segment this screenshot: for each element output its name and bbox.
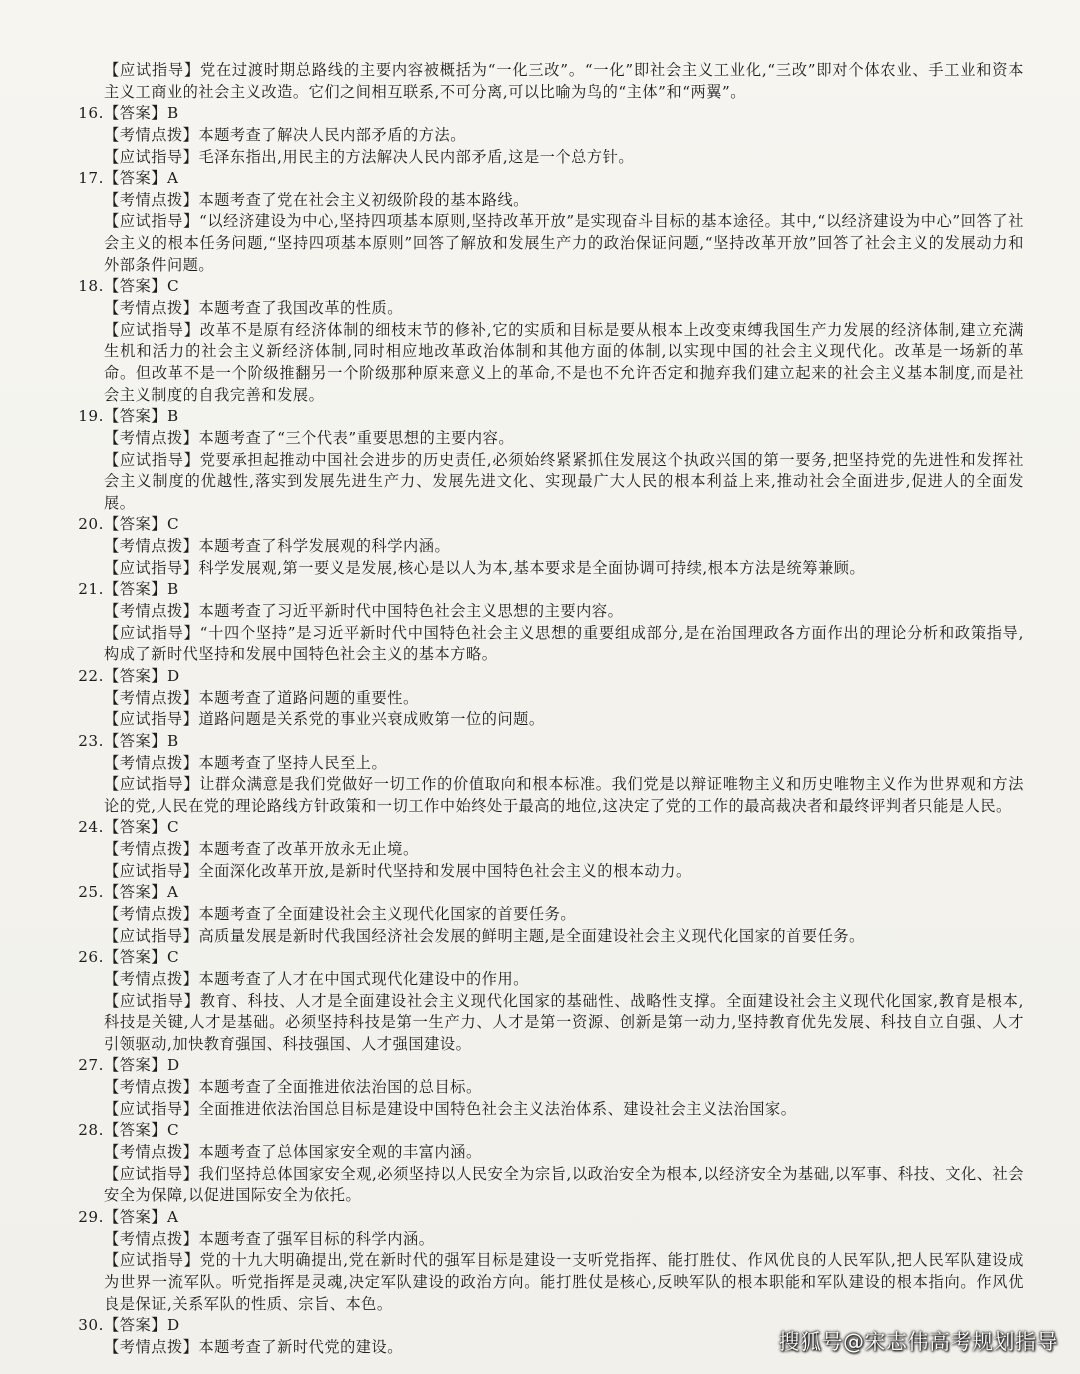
answer-item [78,947,1024,1055]
answer-line [78,947,1024,969]
question-number: 26. [78,948,104,967]
guide-tag: 【应试指导】 [104,147,199,166]
question-number: 16. [78,104,104,123]
exam-point-line [104,904,1024,926]
intro-guide [104,60,1024,103]
answer-line [78,103,1024,125]
answer-text: 【答案】D [104,1316,180,1335]
guide-line [104,1099,1024,1121]
question-number: 30. [78,1316,104,1335]
question-number: 28. [78,1121,104,1140]
answer-item [78,1207,1024,1315]
guide-text: “十四个坚持”是习近平新时代中国特色社会主义思想的重要组成部分,是在治国理政各方面作出的理论分析和政策指导,构成了新时代坚持和发展中国特色社会主义的基本方略。 [104,623,1024,664]
exam-point-text: 本题考查了改革开放永无止境。 [198,840,419,859]
answer-line [78,1055,1024,1077]
answer-text: 【答案】B [104,731,179,750]
answer-explanations [78,60,1024,1358]
exam-point-line [104,969,1024,991]
guide-line [104,211,1024,276]
answer-text: 【答案】C [104,277,180,296]
question-number: 20. [78,515,104,534]
answer-line [78,731,1024,753]
guide-line [104,926,1024,948]
answer-text: 【答案】B [104,407,179,426]
question-number: 19. [78,407,104,426]
exam-point-tag: 【考情点拨】 [104,1143,199,1162]
guide-text: 高质量发展是新时代我国经济社会发展的鲜明主题,是全面建设社会主义现代化国家的首要任务。 [198,926,865,945]
question-number: 22. [78,666,104,685]
exam-point-tag: 【考情点拨】 [104,688,199,707]
question-number: 21. [78,580,104,599]
answer-line [78,817,1024,839]
answer-item [78,882,1024,947]
question-number: 27. [78,1056,104,1075]
guide-line [104,558,1024,580]
guide-text: 党的十九大明确提出,党在新时代的强军目标是建设一支听党指挥、能打胜仗、作风优良的人民军队,把人民军队建设成为世界一流军队。听党指挥是灵魂,决定军队建设的政治方向。能打胜仗是核心,反映军队的根本职能和军队建设的根本指向。作风优良是保证,关系军队的性质、宗旨、本色。 [104,1251,1024,1313]
exam-point-line [104,1142,1024,1164]
exam-point-text: 本题考查了人才在中国式现代化建设中的作用。 [198,969,529,988]
answer-text: 【答案】D [104,666,180,685]
answer-text: 【答案】A [104,1207,179,1226]
guide-tag: 【应试指导】 [104,991,200,1010]
answer-text: 【答案】C [104,948,180,967]
answer-line [78,168,1024,190]
guide-text: 道路问题是关系党的事业兴衰成败第一位的问题。 [198,710,545,729]
exam-point-line [104,190,1024,212]
answer-line [78,882,1024,904]
question-number: 29. [78,1207,104,1226]
guide-text: 全面推进依法治国总目标是建设中国特色社会主义法治体系、建设社会主义法治国家。 [198,1099,797,1118]
exam-point-tag: 【考情点拨】 [104,537,199,556]
guide-line [104,320,1024,407]
question-number: 25. [78,883,104,902]
exam-point-line [104,1077,1024,1099]
exam-point-line [104,125,1024,147]
exam-point-text: 本题考查了科学发展观的科学内涵。 [198,537,451,556]
exam-point-line [104,753,1024,775]
question-number: 23. [78,731,104,750]
guide-tag: 【应试指导】 [104,1164,199,1183]
exam-point-text: 本题考查了党在社会主义初级阶段的基本路线。 [198,190,529,209]
guide-line [104,623,1024,666]
answer-text: 【答案】A [104,883,179,902]
answer-line [78,1120,1024,1142]
answer-line [78,514,1024,536]
exam-point-line [104,298,1024,320]
guide-line [104,774,1024,817]
exam-point-tag: 【考情点拨】 [104,299,199,318]
answer-item [78,1120,1024,1207]
answer-text: 【答案】C [104,818,180,837]
guide-text: 科学发展观,第一要义是发展,核心是以人为本,基本要求是全面协调可持续,根本方法是统筹兼顾。 [198,558,866,577]
exam-point-line [104,536,1024,558]
answer-item [78,276,1024,406]
question-number: 24. [78,818,104,837]
watermark: 搜狐号@宋志伟高考规划指导 [778,1330,1058,1354]
exam-point-tag: 【考情点拨】 [104,969,199,988]
exam-point-line [104,688,1024,710]
guide-tag: 【应试指导】 [104,320,200,339]
guide-text: 毛泽东指出,用民主的方法解决人民内部矛盾,这是一个总方针。 [198,147,635,166]
exam-point-text: 本题考查了全面推进依法治国的总目标。 [198,1078,482,1097]
exam-point-line [104,839,1024,861]
guide-line [104,991,1024,1056]
answer-line [78,666,1024,688]
question-number: 18. [78,277,104,296]
question-number: 17. [78,169,104,188]
guide-tag: 【应试指导】 [104,926,199,945]
exam-point-tag: 【考情点拨】 [104,1337,199,1356]
guide-tag: 【应试指导】 [104,212,199,231]
guide-tag: 【应试指导】 [104,1251,200,1270]
answer-line [78,1207,1024,1229]
guide-text: 全面深化改革开放,是新时代坚持和发展中国特色社会主义的根本动力。 [198,861,692,880]
exam-point-text: 本题考查了我国改革的性质。 [198,299,404,318]
guide-tag: 【应试指导】 [104,450,200,469]
answer-item [78,817,1024,882]
exam-point-tag: 【考情点拨】 [104,125,199,144]
answer-item [78,1055,1024,1120]
answer-item [78,103,1024,168]
exam-point-line [104,428,1024,450]
answer-item [78,168,1024,276]
guide-text: 让群众满意是我们党做好一切工作的价值取向和根本标准。我们党是以辩证唯物主义和历史唯物主义作为世界观和方法论的党,人民在党的理论路线方针政策和一切工作中始终处于最高的地位,这决定了党的工作的最高裁决者和最终评判者只能是人民。 [104,775,1024,815]
guide-text: 改革不是原有经济体制的细枝末节的修补,它的实质和目标是要从根本上改变束缚我国生产力发展的经济体制,建立充满生机和活力的社会主义新经济体制,同时相应地改革政治体制和其他方面的体制,以实现中国的社会主义现代化。改革是一场新的革命。但改革不是一个阶级推翻另一个阶级那种原来意义上的革命,不是也不允许否定和抛弃我们建立起来的社会主义基本制度,而是社会主义制度的自我完善和发展。 [104,320,1024,404]
exam-point-tag: 【考情点拨】 [104,428,199,447]
exam-point-tag: 【考情点拨】 [104,904,199,923]
exam-point-text: 本题考查了解决人民内部矛盾的方法。 [198,125,466,144]
exam-point-text: 本题考查了新时代党的建设。 [198,1337,404,1356]
answer-line [78,579,1024,601]
exam-point-text: 本题考查了道路问题的重要性。 [198,688,419,707]
exam-point-text: 本题考查了总体国家安全观的丰富内涵。 [198,1143,482,1162]
guide-text: 党在过渡时期总路线的主要内容被概括为“一化三改”。“一化”即社会主义工业化,“三改”即对个体农业、手工业和资本主义工商业的社会主义改造。它们之间相互联系,不可分离,可以比喻为鸟的“主体”和“两翼”。 [104,61,1024,101]
guide-text: “以经济建设为中心,坚持四项基本原则,坚持改革开放”是实现奋斗目标的基本途径。其中,“以经济建设为中心”回答了社会主义的根本任务问题,“坚持四项基本原则”回答了解放和发展生产力的政治保证问题,“坚持改革开放”回答了社会主义的发展动力和外部条件问题。 [104,212,1024,274]
guide-tag: 【应试指导】 [104,623,200,642]
answer-text: 【答案】A [104,169,179,188]
guide-tag: 【应试指导】 [104,861,199,880]
answer-text: 【答案】D [104,1056,180,1075]
exam-point-line [104,601,1024,623]
guide-text: 教育、科技、人才是全面建设社会主义现代化国家的基础性、战略性支撑。全面建设社会主义现代化国家,教育是根本,科技是关键,人才是基础。必须坚持科技是第一生产力、人才是第一资源、创新是第一动力,坚持教育优先发展、科技自立自强、人才引领驱动,加快教育强国、科技强国、人才强国建设。 [104,991,1024,1053]
guide-line [104,450,1024,515]
guide-tag: 【应试指导】 [104,710,199,729]
guide-tag: 【应试指导】 [104,558,199,577]
exam-point-tag: 【考情点拨】 [104,1078,199,1097]
answer-line [78,406,1024,428]
answer-item [78,406,1024,514]
exam-point-text: 本题考查了习近平新时代中国特色社会主义思想的主要内容。 [198,602,624,621]
answer-list [78,103,1024,1358]
guide-tag: 【应试指导】 [104,1099,199,1118]
exam-point-line [104,1229,1024,1251]
exam-point-text: 本题考查了坚持人民至上。 [198,753,388,772]
exam-point-tag: 【考情点拨】 [104,840,199,859]
exam-point-tag: 【考情点拨】 [104,753,199,772]
guide-text: 我们坚持总体国家安全观,必须坚持以人民安全为宗旨,以政治安全为根本,以经济安全为基础,以军事、科技、文化、社会安全为保障,以促进国际安全为依托。 [104,1164,1024,1205]
answer-text: 【答案】B [104,104,179,123]
answer-text: 【答案】C [104,1121,180,1140]
exam-point-tag: 【考情点拨】 [104,190,199,209]
guide-line [104,147,1024,169]
exam-point-text: 本题考查了全面建设社会主义现代化国家的首要任务。 [198,904,577,923]
answer-item [78,666,1024,731]
guide-tag: 【应试指导】 [104,61,200,79]
exam-point-text: 本题考查了“三个代表”重要思想的主要内容。 [198,428,515,447]
guide-line [104,1164,1024,1207]
guide-line [104,861,1024,883]
guide-text: 党要承担起推动中国社会进步的历史责任,必须始终紧紧抓住发展这个执政兴国的第一要务,把坚持党的先进性和发挥社会主义制度的优越性,落实到发展先进生产力、发展先进文化、实现最广大人民的根本利益上来,推动社会全面进步,促进人的全面发展。 [104,450,1024,512]
guide-tag: 【应试指导】 [104,775,200,794]
guide-line [104,1250,1024,1315]
exam-point-tag: 【考情点拨】 [104,1229,199,1248]
answer-item [78,579,1024,666]
exam-point-text: 本题考查了强军目标的科学内涵。 [198,1229,435,1248]
answer-line [78,276,1024,298]
guide-line [104,709,1024,731]
answer-text: 【答案】B [104,580,179,599]
answer-item [78,731,1024,818]
exam-point-tag: 【考情点拨】 [104,602,199,621]
answer-text: 【答案】C [104,515,180,534]
answer-item [78,514,1024,579]
